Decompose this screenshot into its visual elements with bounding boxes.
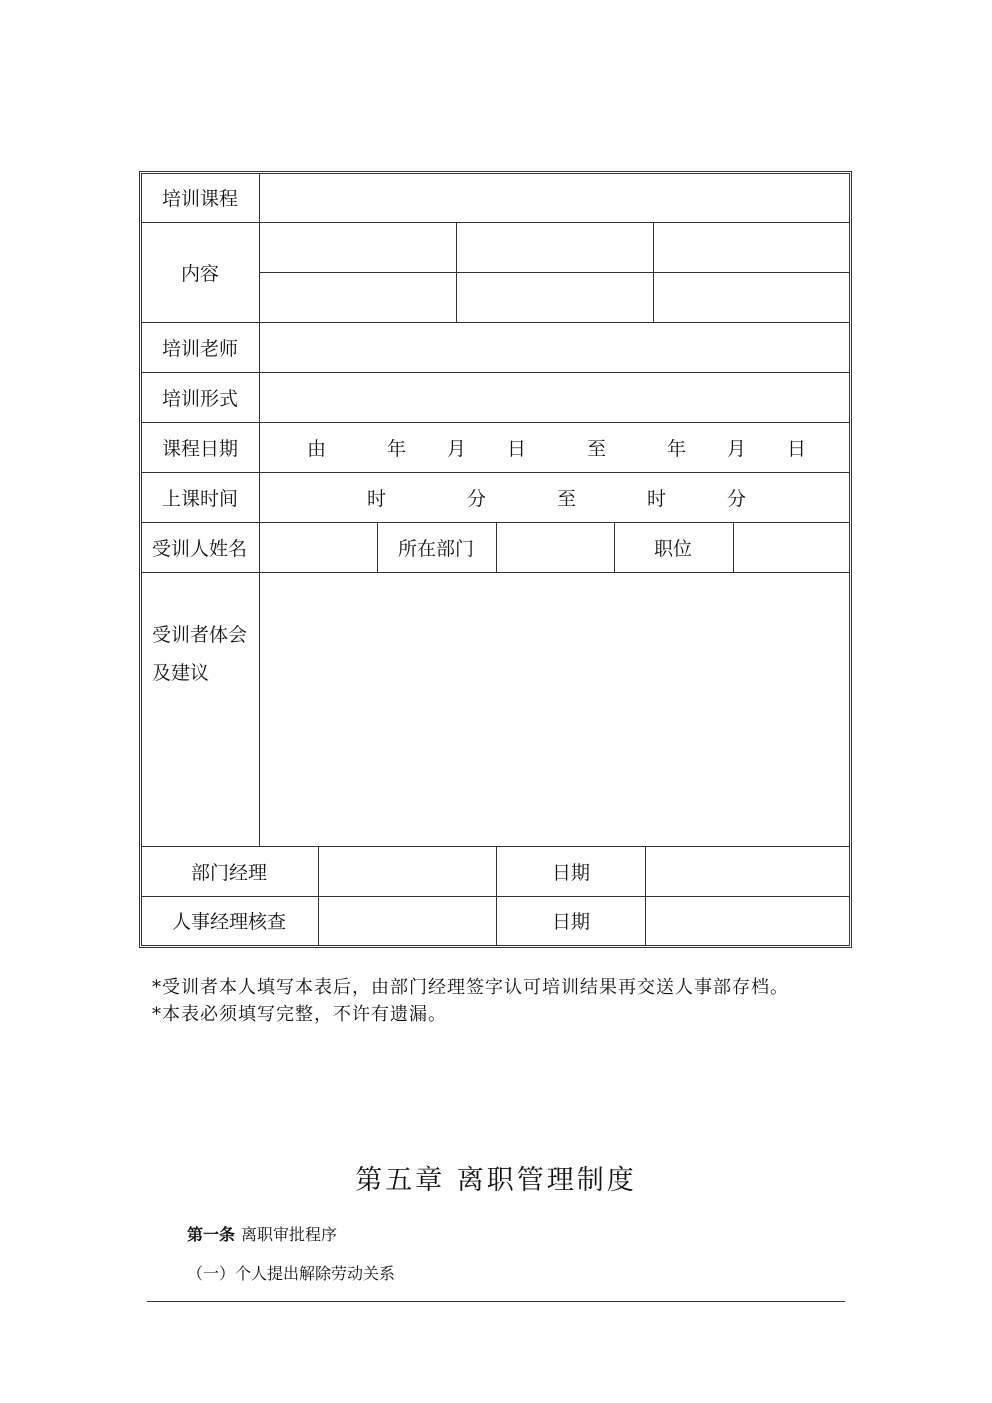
col-divider [645, 846, 646, 945]
col-divider [653, 222, 654, 322]
col-divider [377, 522, 378, 572]
col-divider [733, 522, 734, 572]
hr-manager-label: 人事经理核查 [172, 911, 287, 933]
date-year-2: 年 [667, 438, 687, 460]
col-divider [456, 222, 457, 322]
time-hour-2: 时 [647, 488, 667, 510]
form-notes [152, 974, 789, 1028]
chapter-title: 第五章 离职管理制度 [355, 1165, 637, 1196]
footer-rule [147, 1301, 845, 1302]
time-hour-1: 时 [367, 488, 387, 510]
row-divider [142, 572, 849, 573]
article-sub-item: （一）个人提出解除劳动关系 [187, 1264, 396, 1283]
article-label: 第一条 [187, 1225, 236, 1244]
col-divider [496, 846, 497, 945]
feedback-label-line1: 受训者体会 [152, 624, 248, 646]
dept-manager-label: 部门经理 [191, 862, 268, 884]
row-divider [142, 422, 849, 423]
dept-date-label: 日期 [552, 862, 591, 884]
time-label: 上课时间 [162, 488, 239, 510]
row-divider [142, 322, 849, 323]
col-divider [259, 174, 260, 846]
trainee-name-label: 受训人姓名 [152, 538, 248, 560]
time-minute-1: 分 [467, 488, 487, 510]
col-divider [318, 846, 319, 945]
article-text: 离职审批程序 [241, 1225, 338, 1244]
format-label: 培训形式 [162, 388, 239, 410]
col-divider [496, 522, 497, 572]
date-month-1: 月 [447, 438, 467, 460]
row-divider [259, 272, 849, 273]
date-day-1: 日 [507, 438, 527, 460]
col-divider [614, 522, 615, 572]
row-divider [142, 472, 849, 473]
hr-date-label: 日期 [552, 911, 591, 933]
teacher-label: 培训老师 [162, 338, 239, 360]
article-heading [187, 1222, 337, 1245]
date-from: 由 [307, 438, 327, 460]
time-to: 至 [557, 488, 577, 510]
date-to: 至 [587, 438, 607, 460]
date-label: 课程日期 [162, 438, 239, 460]
feedback-label-line2: 及建议 [152, 662, 210, 684]
course-label: 培训课程 [162, 188, 239, 210]
training-record-form [139, 171, 852, 948]
position-label: 职位 [654, 538, 693, 560]
note-line: *受训者本人填写本表后，由部门经理签字认可培训结果再交送人事部存档。 [152, 977, 789, 998]
date-year-1: 年 [387, 438, 407, 460]
content-label: 内容 [181, 263, 220, 285]
date-month-2: 月 [727, 438, 747, 460]
row-divider [142, 222, 849, 223]
department-label: 所在部门 [398, 538, 475, 560]
row-divider [142, 372, 849, 373]
note-line: *本表必须填写完整，不许有遗漏。 [152, 1004, 447, 1025]
time-minute-2: 分 [727, 488, 747, 510]
date-day-2: 日 [787, 438, 807, 460]
